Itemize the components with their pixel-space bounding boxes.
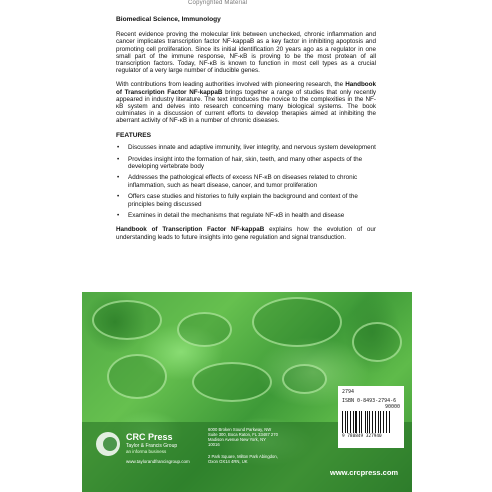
barcode-bars <box>342 411 400 433</box>
book-title-bold: Handbook of Transcription Factor NF-kappaB <box>116 226 265 234</box>
publisher-address-uk: 2 Park Square, Milton Park Abingdon, Oxon OX14 4RN, UK <box>208 454 278 464</box>
cell-shape <box>252 297 342 347</box>
publisher-address-us: 6000 Broken Sound Parkway, NW Suite 300, Boca Raton, FL 33487 270 Madison Avenue New York, NY 10016 <box>208 427 278 447</box>
feature-item: • Offers case studies and histories to fully explain the background and context of the principles being discussed <box>117 193 358 208</box>
features-heading: FEATURES <box>116 131 152 139</box>
publisher-logo: CRC Press Taylor & Francis Group an informa business www.taylorandfrancisgroup.com <box>96 430 186 470</box>
cell-shape <box>107 354 167 399</box>
feature-item: • Discusses innate and adaptive immunity, liver integrity, and nervous system development <box>117 143 376 151</box>
cell-shape <box>92 300 162 340</box>
cell-shape <box>192 362 272 402</box>
back-cover-text <box>116 16 376 248</box>
bullet-icon: • <box>117 143 120 151</box>
barcode-digits: 9 780849 327940 <box>342 434 382 439</box>
barcode-box <box>338 386 404 448</box>
crc-logo-icon <box>96 432 120 456</box>
feature-item: • Addresses the pathological effects of excess NF-κB on diseases related to chronic inflammation, such as heart disease, cancer, and tumor proliferation <box>117 174 358 189</box>
closing-paragraph: Handbook of Transcription Factor NF-kappaB explains how the evolution of our understanding leads to future insights into gene regulation and signal transduction. <box>116 226 377 241</box>
cell-shape <box>177 312 232 347</box>
price-code: 90000 <box>384 404 400 410</box>
bullet-icon: • <box>117 212 120 220</box>
bullet-icon: • <box>117 193 120 201</box>
copyright-note: Copyrighted Material <box>188 0 248 6</box>
isbn: ISBN 0-8493-2794-6 <box>342 398 397 404</box>
feature-item: • Examines in detail the mechanisms that regulate NF-κB in health and disease <box>117 212 345 220</box>
features-list <box>116 144 376 220</box>
intro-paragraph: Recent evidence proving the molecular link between unchecked, chronic inflammation and cancer implicates transcription factor NF-kappaB as a key factor in inhibiting apoptosis and promoting cell proliferation. Since its initial identification 20 years ago as a regulator in one small part of the immune response, NF-κB is proving to be the most protean of all transcription factors. Today, NF-κB is known to function in most cell types as a crucial regulator of a very large number of inducible genes. <box>116 31 376 75</box>
bullet-icon: • <box>117 155 120 163</box>
barcode-bar <box>389 411 390 433</box>
publisher-website: www.crcpress.com <box>330 468 399 477</box>
cell-shape <box>282 364 327 394</box>
book-title-bold: Handbook of Transcription Factor NF-kappaB <box>116 81 376 96</box>
catalog-number: 2794 <box>342 389 355 395</box>
cover-art <box>82 292 412 492</box>
feature-item: • Provides insight into the formation of hair, skin, teeth, and many other aspects of the developing vertebrate body <box>117 155 363 170</box>
bullet-icon: • <box>117 174 120 182</box>
category-heading: Biomedical Science, Immunology <box>116 16 221 23</box>
contributions-paragraph: With contributions from leading authorities involved with pioneering research, the Handbook of Transcription Factor NF-kappaB brings together a range of studies that only recently appeared in industry literature. The text introduces the novice to the complexities in the NF-κB system and delves into research concerning many biological systems. The book culminates in a discussion of current efforts to develop therapies aimed at inhibiting the aberrant activity of NF-κB in a number of chronic diseases. <box>116 81 377 125</box>
cell-shape <box>352 322 402 362</box>
